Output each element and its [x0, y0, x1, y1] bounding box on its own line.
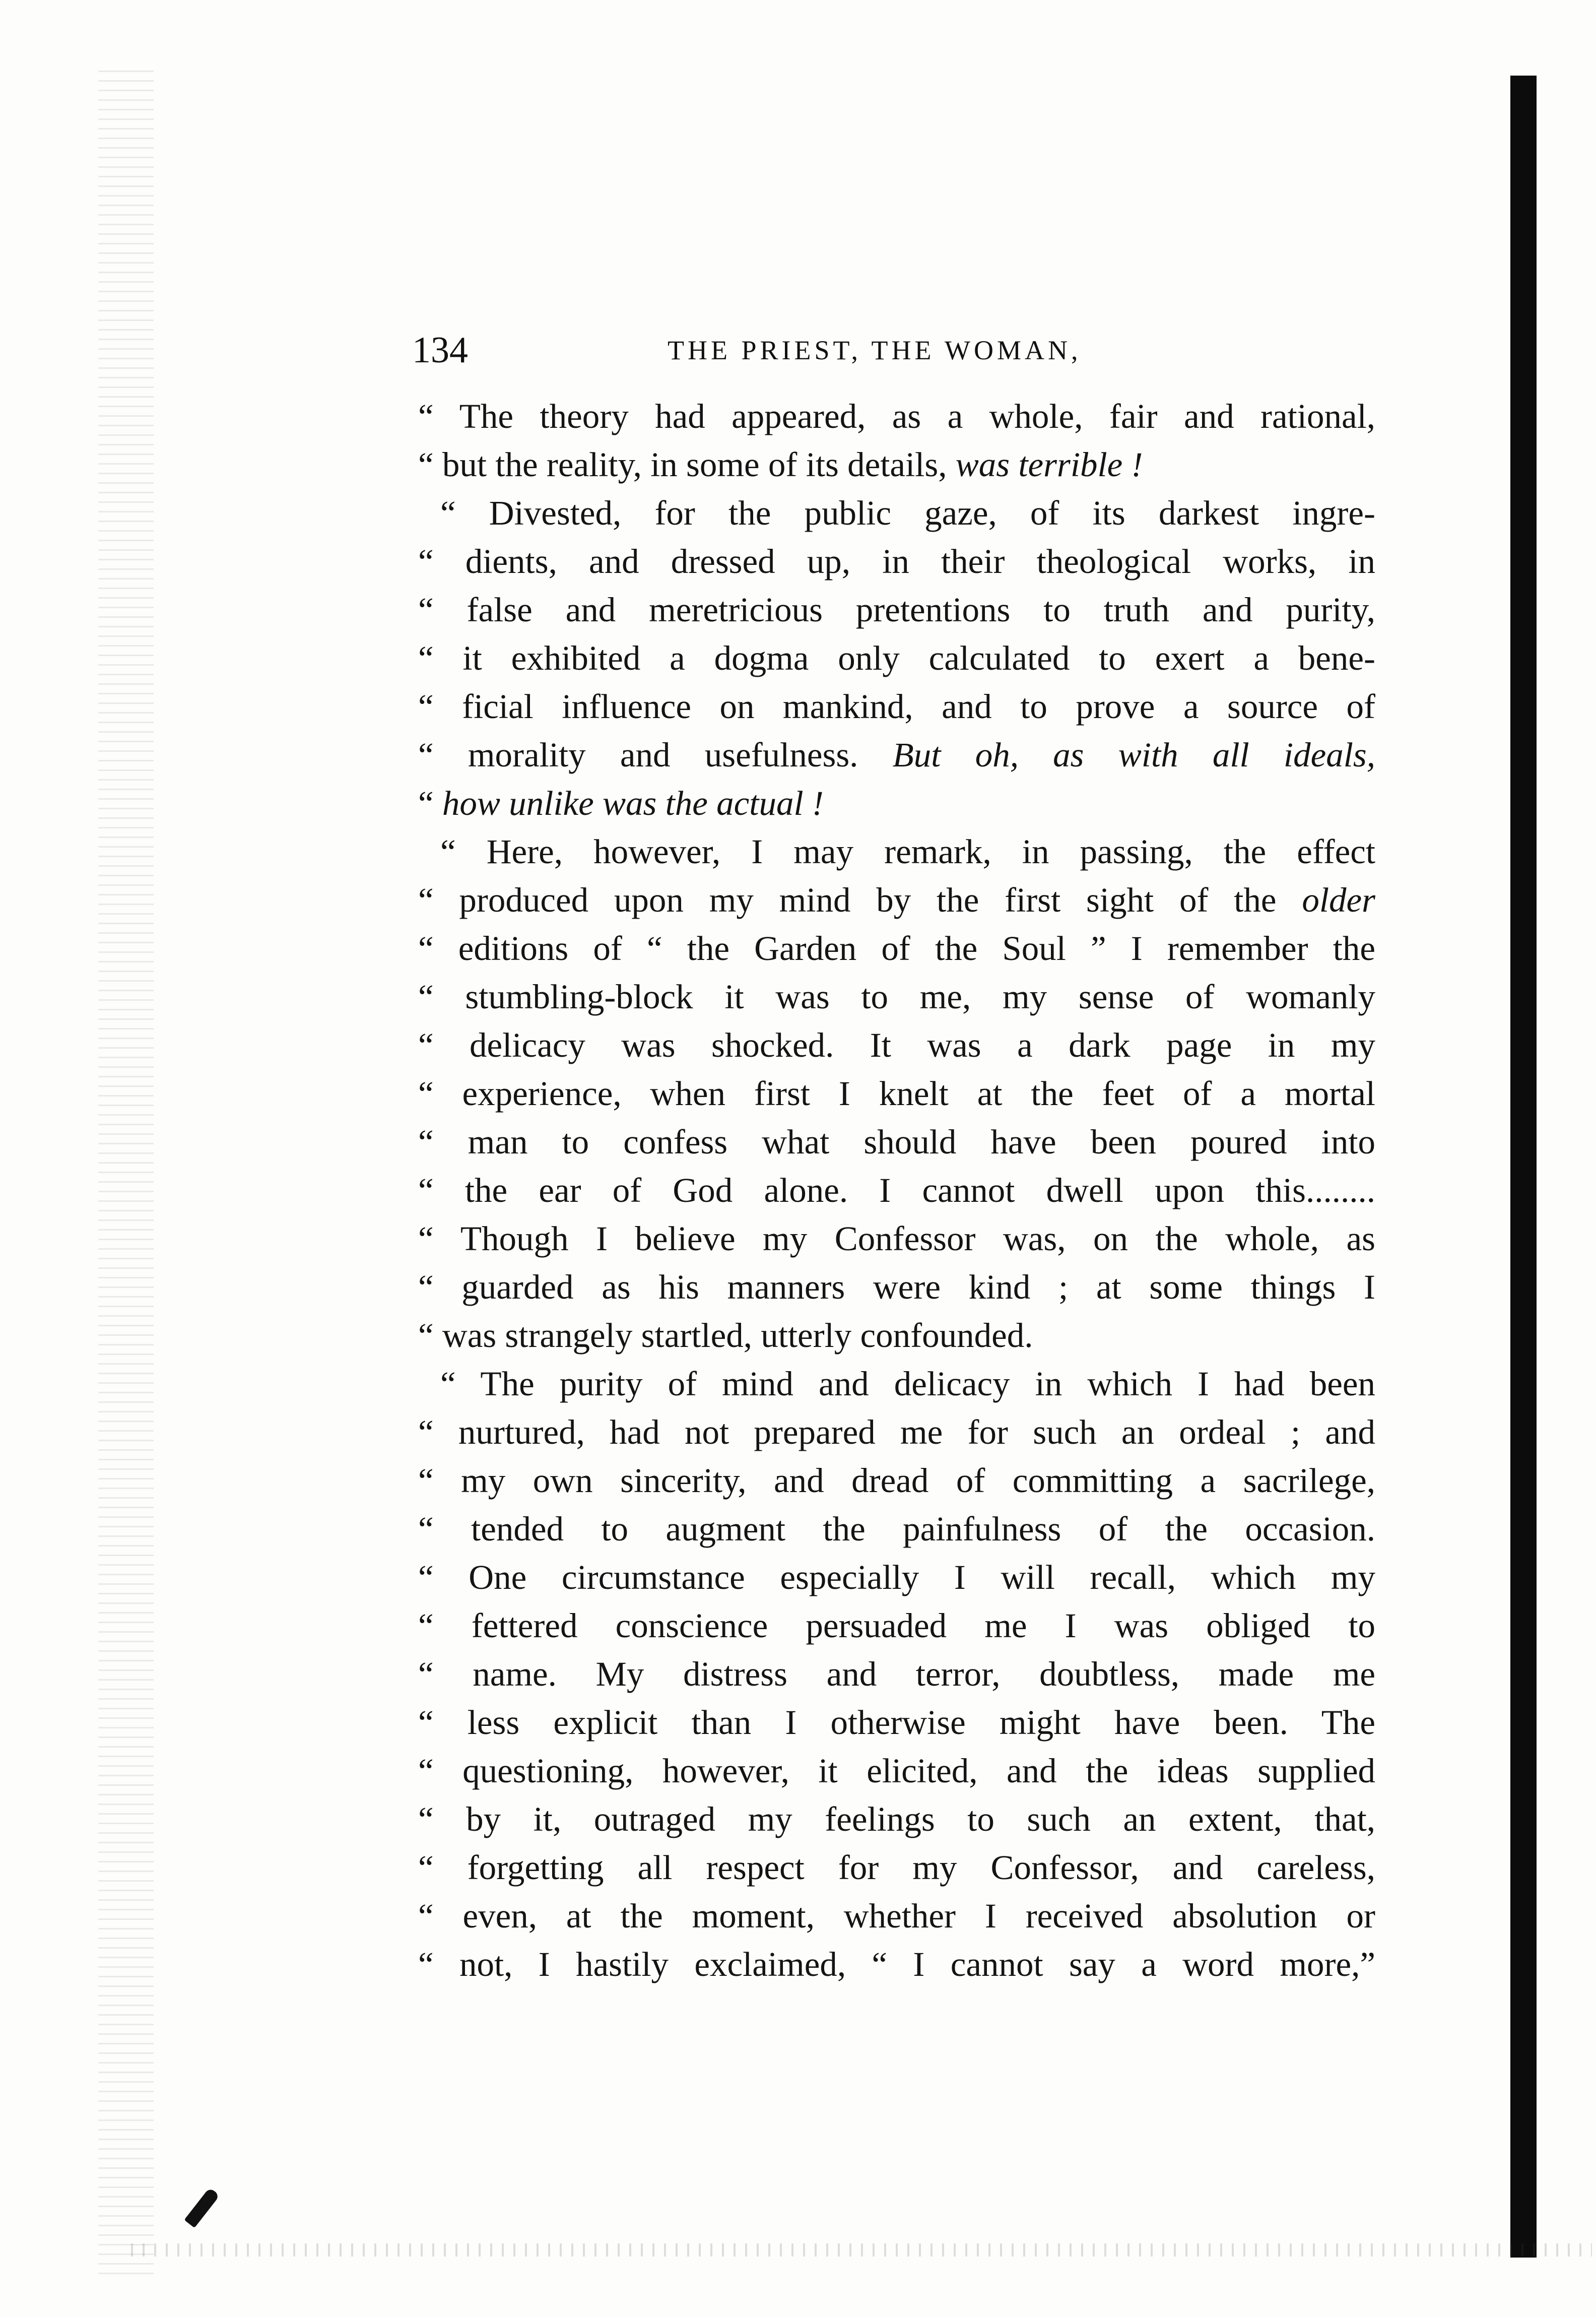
text-line: “ dients, and dressed up, in their theological works, in	[418, 542, 1375, 581]
text-line: “ even, at the moment, whether I received absolution or	[418, 1897, 1375, 1935]
text-line: “ morality and usefulness. But oh, as with all ideals,	[418, 736, 1375, 774]
ink-blot	[184, 2187, 220, 2228]
text-line: “ less explicit than I otherwise might have been. The	[418, 1703, 1375, 1742]
text-line: “ Here, however, I may remark, in passing, the effect	[440, 832, 1375, 871]
text-line: “ tended to augment the painfulness of the occasion.	[418, 1510, 1375, 1548]
text-line: “ not, I hastily exclaimed, “ I cannot say a word more,”	[418, 1945, 1375, 1983]
text-line: “ delicacy was shocked. It was a dark page in my	[418, 1026, 1375, 1064]
text-line: “ false and meretricious pretentions to truth and purity,	[418, 591, 1375, 629]
text-line: “ name. My distress and terror, doubtless, made me	[418, 1655, 1375, 1693]
scan-gutter-noise	[98, 71, 154, 2278]
page-number: 134	[412, 330, 468, 371]
text-line: “ Though I believe my Confessor was, on the whole, as	[418, 1219, 1375, 1258]
body-text	[418, 392, 1375, 1988]
text-line: “ was strangely startled, utterly confounded.	[418, 1316, 1033, 1355]
text-line: “ questioning, however, it elicited, and the ideas supplied	[418, 1752, 1375, 1790]
text-line: “ Divested, for the public gaze, of its darkest ingre-	[440, 494, 1375, 532]
text-line: “ nurtured, had not prepared me for such an ordeal ; and	[418, 1413, 1375, 1451]
text-line: “ guarded as his manners were kind ; at some things I	[418, 1268, 1375, 1306]
text-line: “ it exhibited a dogma only calculated to exert a bene-	[418, 639, 1375, 677]
text-line: “ but the reality, in some of its details, was terrible !	[418, 445, 1143, 484]
binding-edge	[1510, 76, 1537, 2258]
text-line: “ editions of “ the Garden of the Soul ” I remember the	[418, 929, 1375, 968]
text-line: “ the ear of God alone. I cannot dwell upon this........	[418, 1171, 1375, 1209]
text-line: “ experience, when first I knelt at the feet of a mortal	[418, 1074, 1375, 1113]
text-line: “ ficial influence on mankind, and to prove a source of	[418, 687, 1375, 726]
text-line: “ produced upon my mind by the first sight of the older	[418, 881, 1375, 919]
text-line: “ fettered conscience persuaded me I was obliged to	[418, 1606, 1375, 1645]
text-line: “ man to confess what should have been poured into	[418, 1123, 1375, 1161]
text-line: “ stumbling-block it was to me, my sense of womanly	[418, 978, 1375, 1016]
text-line: “ how unlike was the actual !	[418, 784, 824, 822]
text-line: “ by it, outraged my feelings to such an extent, that,	[418, 1800, 1375, 1838]
text-line: “ forgetting all respect for my Confessor, and careless,	[418, 1848, 1375, 1887]
text-line: “ One circumstance especially I will recall, which my	[418, 1558, 1375, 1596]
text-line: “ The theory had appeared, as a whole, fair and rational,	[418, 397, 1375, 435]
running-title: THE PRIEST, THE WOMAN,	[668, 335, 1082, 365]
scan-bottom-noise	[131, 2243, 1592, 2257]
text-line: “ The purity of mind and delicacy in which I had been	[440, 1365, 1375, 1403]
text-line: “ my own sincerity, and dread of committing a sacrilege,	[418, 1461, 1375, 1500]
